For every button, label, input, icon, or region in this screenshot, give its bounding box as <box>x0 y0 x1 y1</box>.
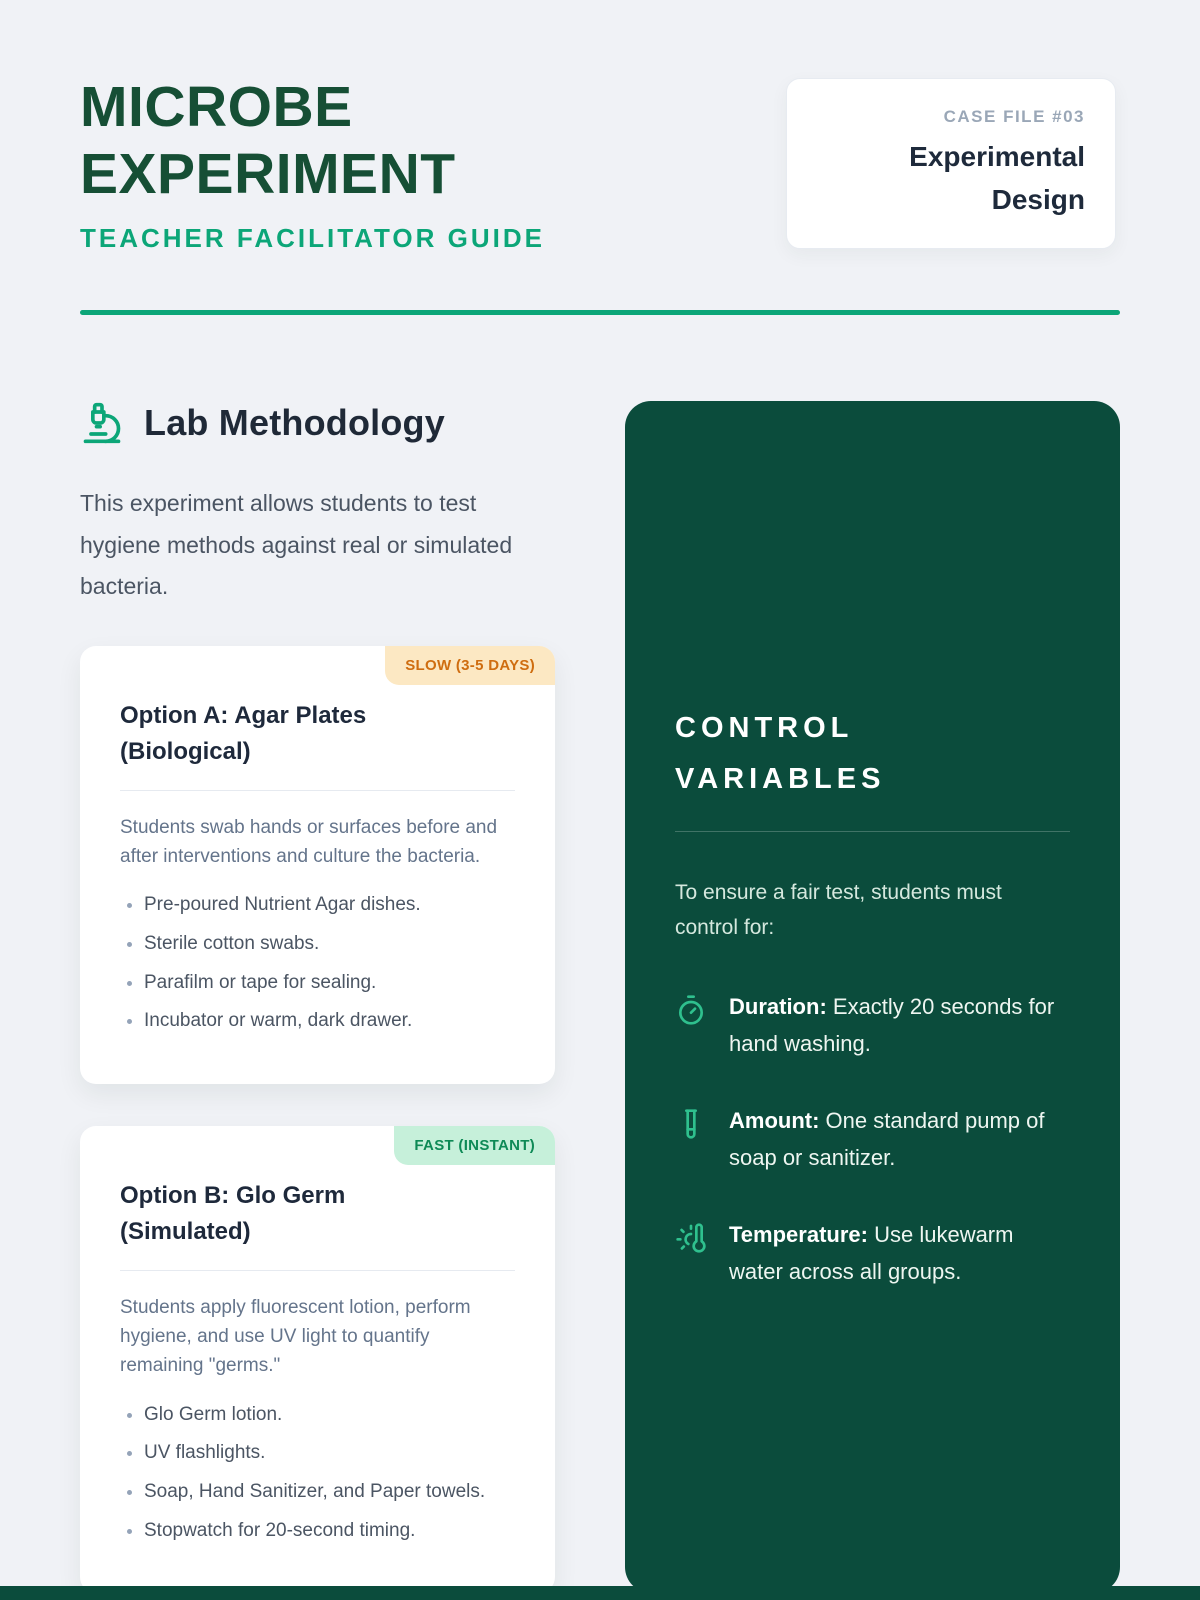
panel-divider <box>675 831 1070 832</box>
title-block <box>80 74 545 254</box>
speed-badge-slow: SLOW (3-5 DAYS) <box>385 646 555 685</box>
card-divider <box>120 1270 515 1271</box>
footer-bar <box>0 1586 1200 1600</box>
header <box>0 0 1200 254</box>
section-title: Lab Methodology <box>144 402 445 444</box>
option-b-title: Option B: Glo Germ (Simulated) <box>120 1181 346 1245</box>
panel-intro: To ensure a fair test, students must control for: <box>675 880 1002 939</box>
doc-title-line1: MICROBE <box>80 75 353 139</box>
case-file-name: Experimental Design <box>909 141 1085 216</box>
list-item: • UV flashlights. <box>144 1439 515 1467</box>
doc-title <box>80 74 545 207</box>
control-item-text <box>729 1103 1070 1177</box>
microscope-icon <box>80 401 124 445</box>
stopwatch-icon <box>675 994 707 1026</box>
test-tube-icon <box>675 1108 707 1140</box>
control-item-amount <box>675 1103 1070 1177</box>
option-a-card <box>80 646 555 1084</box>
control-item-label: Amount: <box>729 1108 820 1134</box>
control-item-duration <box>675 989 1070 1063</box>
control-item-temperature <box>675 1217 1070 1291</box>
case-file-label: CASE FILE #03 <box>943 107 1085 126</box>
option-b-description: Students apply fluorescent lotion, perform hygiene, and use UV light to quantify remaining "germs." <box>120 1296 471 1377</box>
option-a-title: Option A: Agar Plates (Biological) <box>120 701 367 765</box>
doc-title-line2: EXPERIMENT <box>80 141 456 206</box>
control-variables-list <box>675 989 1070 1291</box>
panel-title-line1: CONTROL <box>675 712 854 745</box>
card-divider <box>120 790 515 791</box>
doc-subtitle: TEACHER FACILITATOR GUIDE <box>80 223 545 254</box>
list-item: • Sterile cotton swabs. <box>144 930 515 958</box>
list-item: • Soap, Hand Sanitizer, and Paper towels. <box>144 1478 515 1506</box>
list-item: • Incubator or warm, dark drawer. <box>144 1007 515 1035</box>
panel-title-line2: VARIABLES <box>675 763 886 796</box>
control-item-body: One standard pump of soap or sanitizer. <box>729 1108 1045 1171</box>
list-item: • Pre-poured Nutrient Agar dishes. <box>144 891 515 919</box>
control-variables-panel <box>625 401 1120 1593</box>
option-b-card <box>80 1126 555 1594</box>
control-item-body: Exactly 20 seconds for hand washing. <box>729 994 1055 1057</box>
control-item-label: Duration: <box>729 994 827 1020</box>
list-item: • Stopwatch for 20-second timing. <box>144 1517 515 1545</box>
option-a-description: Students swab hands or surfaces before and after interventions and culture the bacteria. <box>120 816 498 867</box>
panel-title <box>675 703 1070 805</box>
list-item: • Glo Germ lotion. <box>144 1401 515 1429</box>
thermometer-icon <box>675 1222 707 1254</box>
control-item-label: Temperature: <box>729 1222 868 1248</box>
speed-badge-fast: FAST (INSTANT) <box>394 1126 555 1165</box>
case-file-card <box>786 78 1116 249</box>
left-column <box>80 401 555 1593</box>
option-a-materials-list <box>120 891 515 1034</box>
control-item-text <box>729 989 1070 1063</box>
header-divider <box>80 310 1120 315</box>
list-item: • Parafilm or tape for sealing. <box>144 969 515 997</box>
control-item-text <box>729 1217 1070 1291</box>
control-item-body: Use lukewarm water across all groups. <box>729 1222 1014 1285</box>
content <box>0 401 1200 1593</box>
section-header <box>80 401 555 445</box>
section-intro: This experiment allows students to test hygiene methods against real or simulated bacteria. <box>80 490 513 600</box>
option-b-materials-list <box>120 1401 515 1544</box>
